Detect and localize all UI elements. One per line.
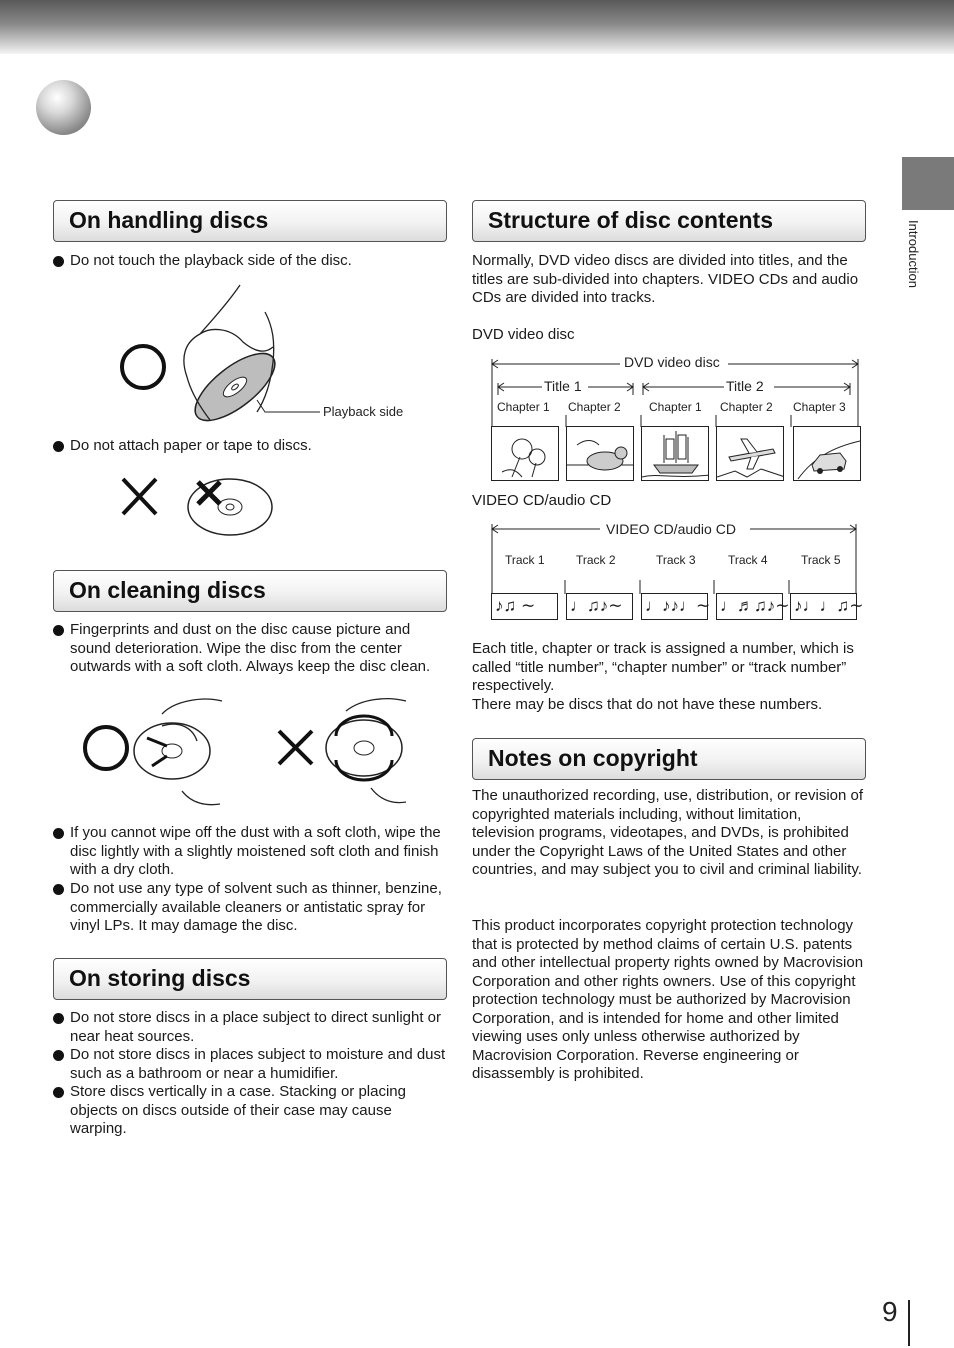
storing-bullet-2: Do not store discs in places subject to moisture and dust such as a bathroom or near a humidifier.: [53, 1046, 447, 1083]
chapter-label: Chapter 3: [793, 400, 846, 414]
handling-bullet-1: Do not touch the playback side of the disc.: [53, 252, 447, 271]
chapter-thumbnail-car: [793, 426, 861, 481]
numbers-text-2: There may be discs that do not have these numbers.: [472, 696, 823, 713]
storing-bullet-3: Store discs vertically in a case. Stacking or placing objects on discs outside of their case may cause warping.: [53, 1083, 447, 1139]
ok-circle-icon: [122, 346, 164, 388]
chapter-label: Chapter 2: [568, 400, 621, 414]
vcd-span-label: VIDEO CD/audio CD: [606, 521, 736, 537]
dvd-caption: DVD video disc: [472, 326, 575, 343]
handling-heading: On handling discs: [53, 200, 447, 242]
section-tab-marker: [902, 157, 954, 210]
playback-side-label: Playback side: [323, 404, 404, 419]
title-1-label: Title 1: [544, 378, 582, 394]
chapter-label: Chapter 2: [720, 400, 773, 414]
chapter-thumbnail-cat: [566, 426, 634, 481]
handling-bullet-2: Do not attach paper or tape to discs.: [53, 437, 447, 456]
wipe-wrong-illustration: [276, 696, 416, 806]
numbers-text: Each title, chapter or track is assigned a number, which is called “title number”, “chapter number” or “track number” respectively.: [472, 640, 854, 694]
vcd-caption: VIDEO CD/audio CD: [472, 492, 612, 509]
storing-bullet-1: Do not store discs in a place subject to direct sunlight or near heat sources.: [53, 1009, 447, 1046]
structure-heading: Structure of disc contents: [472, 200, 866, 242]
ng-cross-icon: [279, 731, 312, 764]
title-2-label: Title 2: [726, 378, 764, 394]
copyright-para-1: The unauthorized recording, use, distribution, or revision of copyrighted materials including, without limitation, television programs, videotapes, and DVDs, is prohibited under the Copyright Laws of the United States and other countries, and may subject you to civil and criminal liability.: [472, 787, 864, 878]
track-label: Track 2: [576, 553, 616, 567]
page-number: 9: [882, 1296, 898, 1327]
chapter-thumbnail-ship: [641, 426, 709, 481]
track-label: Track 4: [728, 553, 768, 567]
track-label: Track 5: [801, 553, 841, 567]
cleaning-bullet-1: Fingerprints and dust on the disc cause picture and sound deterioration. Wipe the disc from the center outwards with a soft cloth. Always keep the disc clean.: [53, 621, 447, 677]
tape-disc-illustration: [118, 474, 278, 544]
ng-cross-icon: [123, 479, 156, 514]
wipe-correct-illustration: [82, 696, 232, 806]
chapter-thumbnail-airplane: [716, 426, 784, 481]
track-music-icon: ♪♫ ∼: [491, 593, 558, 620]
track-music-icon: ♩♬♫♪∼: [716, 593, 783, 620]
copyright-heading: Notes on copyright: [472, 738, 866, 780]
handling-disc-illustration: [115, 282, 325, 427]
structure-intro: Normally, DVD video discs are divided into titles, and the titles are sub-divided into chapters. VIDEO CDs and audio CDs are divided into tracks.: [472, 252, 859, 306]
chapter-label: Chapter 1: [649, 400, 702, 414]
section-ball-icon: [36, 80, 91, 135]
ok-circle-icon: [85, 727, 127, 769]
header-bar: [0, 0, 954, 54]
track-music-icon: ♩♫♪∼: [566, 593, 633, 620]
track-label: Track 1: [505, 553, 545, 567]
chapter-thumbnail-flower: [491, 426, 559, 481]
chapter-label: Chapter 1: [497, 400, 550, 414]
track-label: Track 3: [656, 553, 696, 567]
cleaning-bullet-3: Do not use any type of solvent such as thinner, benzine, commercially available cleaners or antistatic spray for vinyl LPs. It may damage the disc.: [53, 880, 447, 936]
section-tab-label: Introduction: [906, 220, 921, 288]
copyright-para-2: This product incorporates copyright protection technology that is protected by method claims of certain U.S. patents and other intellectual property rights owned by Macrovision Corporation and other rights owners. Use of this copyright protection technology must be authorized by Macrovision Corporation, and is intended for home and other limited viewing uses only unless otherwise authorized by Macrovision Corporation. Reverse engineering or disassembly is prohibited.: [472, 917, 864, 1082]
cleaning-bullet-2: If you cannot wipe off the dust with a soft cloth, wipe the disc lightly with a slightly moistened soft cloth and finish with a dry cloth.: [53, 824, 447, 880]
track-music-icon: ♪♩♩♫∼: [790, 593, 857, 620]
dvd-span-label: DVD video disc: [624, 354, 720, 370]
page-number-rule: [908, 1300, 910, 1346]
track-music-icon: ♩♪♪♩∼: [641, 593, 708, 620]
cleaning-heading: On cleaning discs: [53, 570, 447, 612]
storing-heading: On storing discs: [53, 958, 447, 1000]
